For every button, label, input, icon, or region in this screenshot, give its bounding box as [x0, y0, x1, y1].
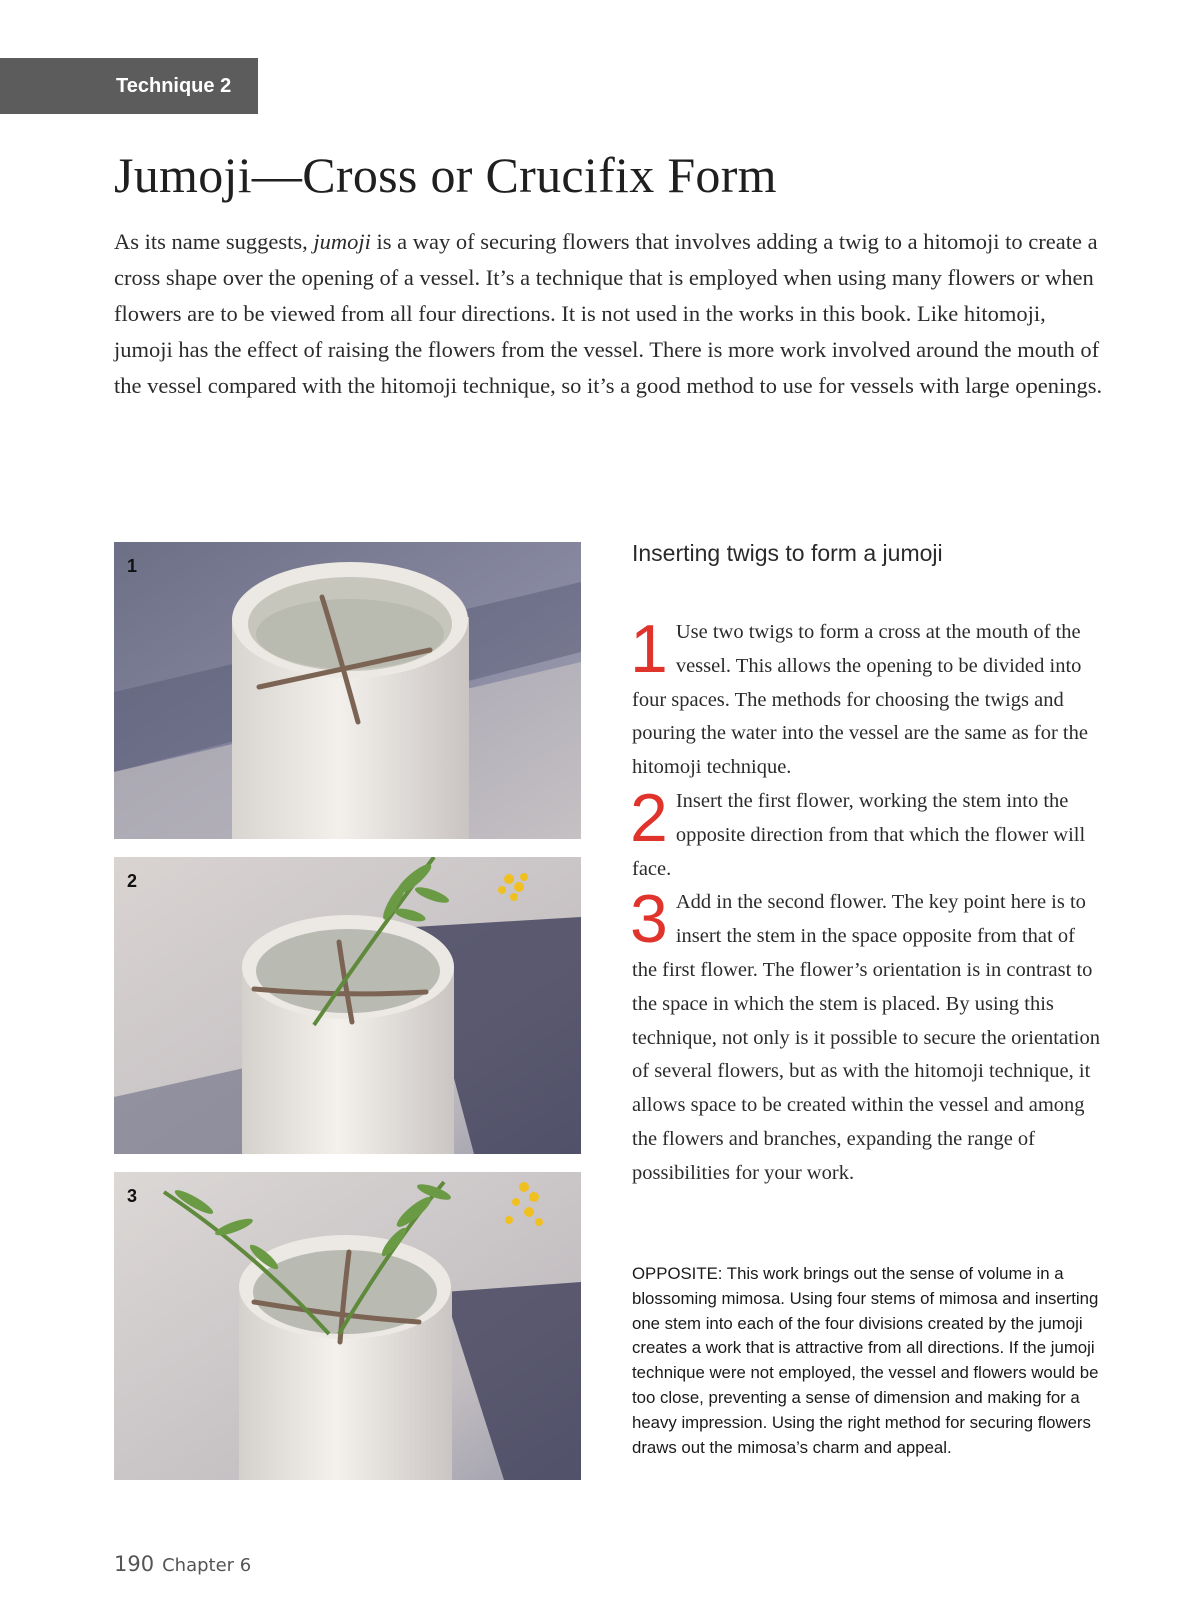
- photo-caption: OPPOSITE: This work brings out the sense of volume in a blossoming mimosa. Using four stems of mimosa and inserting one stem into each of the four divisions created by the jumoji creates a work that is attractive from all directions. If the jumoji technique were not employed, the vessel and flowers would be too close, preventing a sense of dimension and making for a heavy impression. Using the right method for securing flowers draws out the mimosa’s charm and appeal.: [632, 1264, 1099, 1457]
- step-photo-1: [114, 542, 581, 839]
- step-text: Insert the first flower, working the stem into the opposite direction from that which the flower will face.: [632, 789, 1086, 880]
- step-number: 3: [630, 881, 668, 958]
- step-number: 1: [630, 611, 668, 687]
- page-title: Jumoji—Cross or Crucifix Form: [114, 147, 777, 203]
- step-photo-2: [114, 857, 581, 1154]
- vase-first-flower-photo: [114, 857, 581, 1154]
- photo-number: 2: [127, 871, 138, 891]
- intro-paragraph: [114, 224, 1106, 404]
- step-text: Use two twigs to form a cross at the mouth of the vessel. This allows the opening to be divided into four spaces. The methods for choosing the twigs and pouring the water into the vessel are the same as for the hitomoji technique.: [632, 621, 1088, 779]
- intro-italic-term: jumoji: [313, 229, 371, 254]
- step-2: [630, 779, 1104, 886]
- intro-text-rest: is a way of securing flowers that involves adding a twig to a hitomoji to create a cross shape over the opening of a vessel. It’s a technique that is employed when using many flowers or when flowers are to be viewed from all four directions. It is not used in the works in this book. Like hitomoji, jumoji has the effect of raising the flowers from the vessel. There is more work involved around the mouth of the vessel compared with the hitomoji technique, so it’s a good method to use for vessels with large openings.: [114, 229, 1103, 398]
- section-subheading: Inserting twigs to form a jumoji: [632, 540, 943, 566]
- technique-tag: Technique 2: [0, 58, 258, 114]
- step-number: 2: [630, 779, 668, 856]
- step-text: Add in the second flower. The key point here is to insert the stem in the space opposite from that of the first flower. The flower’s orientation is in contrast to the space in which the stem is placed. By using this technique, not only is it possible to secure the orientation of several flowers, but as with the hitomoji technique, it allows space to be created within the vessel and among the flowers and branches, expanding the range of possibilities for your work.: [632, 891, 1100, 1184]
- page-number: 190: [114, 1552, 155, 1576]
- vase-second-flower-photo: [114, 1172, 581, 1480]
- photo-number: 1: [127, 556, 138, 576]
- step-list: [630, 611, 1104, 1191]
- step-1: [630, 611, 1104, 785]
- chapter-label: Chapter 6: [162, 1555, 252, 1576]
- page-footer: [114, 1552, 251, 1576]
- photo-number: 3: [127, 1186, 138, 1206]
- vase-twigs-photo: [114, 542, 581, 839]
- intro-text-start: As its name suggests,: [114, 229, 314, 254]
- step-3: [630, 881, 1104, 1190]
- step-photo-3: [114, 1172, 581, 1480]
